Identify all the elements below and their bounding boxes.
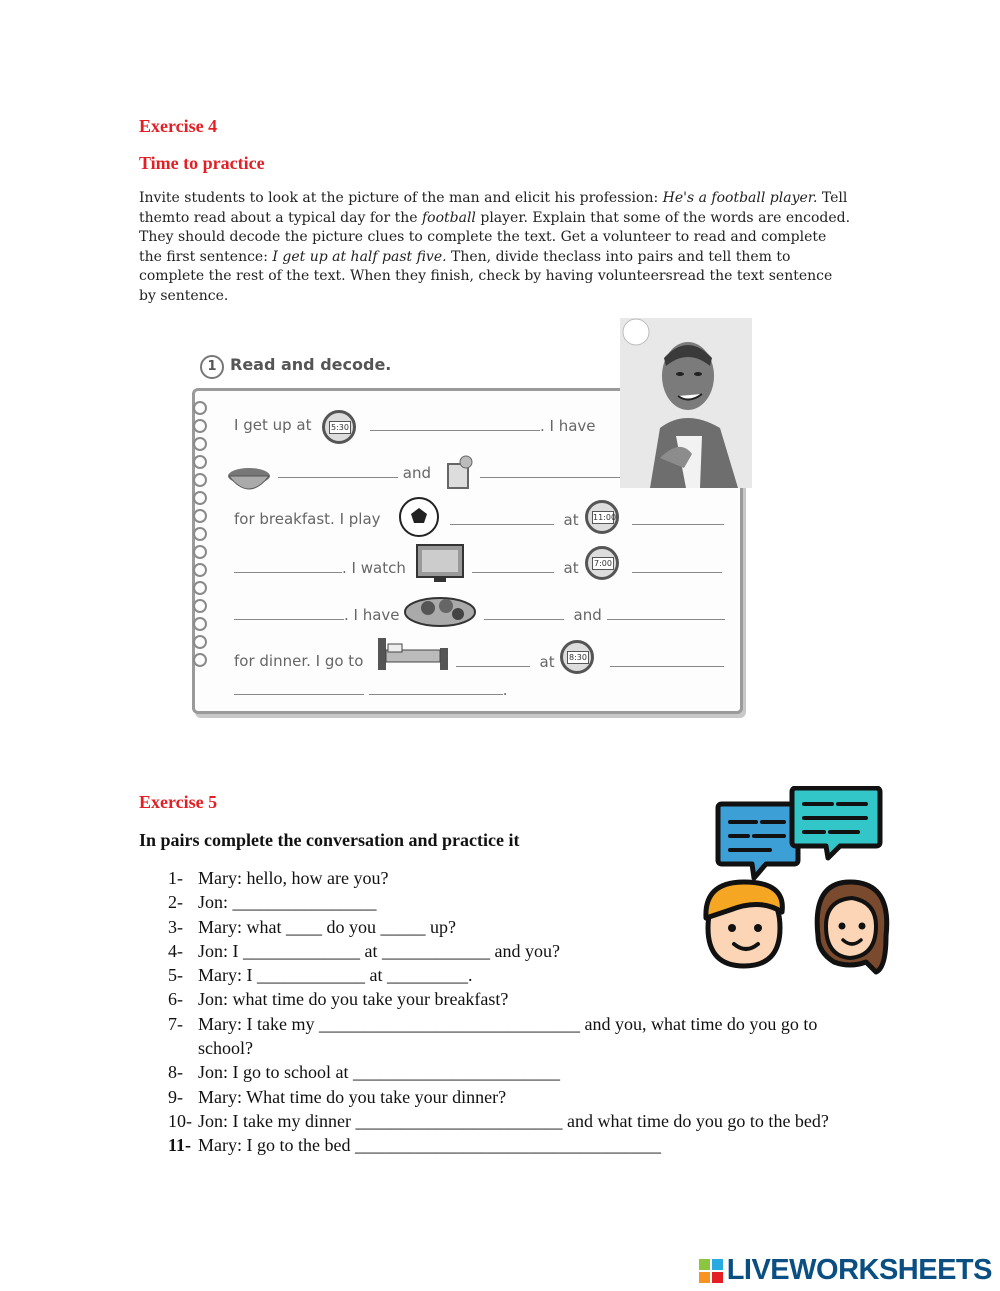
logo-blocks-icon	[699, 1259, 723, 1283]
worksheet-line-4: . I watch	[234, 558, 406, 577]
exercise-5-subtitle: In pairs complete the conversation and practice it	[139, 830, 520, 850]
instructions-paragraph: Invite students to look at the picture of the man and elicit his profession: He's a football player. Tell themto read about a typical day for the football player. Explain that some of the words are encoded. They should decode the picture clues to complete the text. Get a volunteer to read and complete the first sentence: I get up at half past five. Then, divide theclass into pairs and tell them to complete the rest of the text. When they finish, check by having volunteersread the text sentence by sentence.	[139, 190, 851, 304]
read-and-decode-worksheet	[180, 318, 752, 716]
list-item: 5- Mary: I ____________ at _________.	[168, 965, 473, 986]
exercise-4-title: Exercise 4	[139, 116, 218, 136]
worksheet-line-5: . I have	[234, 605, 400, 624]
list-item: 8- Jon: I go to school at _______________________	[168, 1062, 560, 1083]
clock-icon: 8:30	[560, 640, 594, 674]
list-item: 2- Jon: ________________	[168, 892, 377, 913]
worksheet-line-4-blank	[632, 558, 722, 577]
bed-icon	[376, 636, 450, 672]
logo-text: LIVEWORKSHEETS	[726, 1254, 992, 1286]
worksheet-title: 1 Read and decode.	[200, 355, 391, 379]
worksheet-line-6b: at	[456, 652, 555, 671]
dinner-plate-icon	[402, 590, 478, 630]
juice-glass-icon	[444, 452, 474, 490]
list-item: 3- Mary: what ____ do you _____ up?	[168, 916, 456, 937]
list-item: 9- Mary: What time do you take your dinner?	[168, 1086, 507, 1107]
clock-icon: 7:00	[585, 546, 619, 580]
list-item: 11- Mary: I go to the bed __________________________________	[168, 1135, 661, 1156]
worksheet-line-2-blank	[480, 463, 620, 482]
worksheet-line-3b: at	[450, 510, 579, 529]
liveworksheets-logo	[699, 1254, 992, 1287]
worksheet-line-6-blank	[610, 652, 724, 671]
list-item: 1- Mary: hello, how are you?	[168, 868, 389, 888]
worksheet-line-6: for dinner. I go to	[234, 652, 364, 670]
worksheet-line-7: .	[234, 680, 508, 699]
list-item: 10- Jon: I take my dinner _______________________ and what time do you go to the bed?	[168, 1110, 829, 1131]
football-player-illustration	[620, 318, 752, 488]
worksheet-line-5b: and	[484, 605, 725, 624]
exercise-4-subtitle: Time to practice	[139, 153, 265, 173]
cereal-bowl-icon	[226, 462, 272, 492]
clock-icon: 11:00	[585, 500, 619, 534]
list-item: 4- Jon: I _____________ at ____________ and you?	[168, 940, 560, 961]
football-icon	[398, 496, 440, 538]
list-item: 6- Jon: what time do you take your breakfast?	[168, 989, 509, 1010]
clock-icon: 5:30	[322, 410, 356, 444]
worksheet-line-2: and	[278, 463, 431, 482]
worksheet-number: 1	[200, 355, 224, 379]
worksheet-line-3: for breakfast. I play	[234, 510, 381, 528]
worksheet-line-1: I get up at	[234, 416, 312, 434]
worksheet-line-3-blank	[632, 510, 724, 529]
exercise-5-title: Exercise 5	[139, 792, 218, 812]
conversation-list	[168, 866, 858, 1158]
list-item: 7- Mary: I take my _____________________________ and you, what time do you go to school?	[168, 1013, 822, 1059]
worksheet-line-1b: . I have	[370, 416, 596, 435]
spiral-binding-icon	[182, 400, 218, 680]
television-icon	[414, 542, 466, 584]
worksheet-line-4b: at	[472, 558, 579, 577]
